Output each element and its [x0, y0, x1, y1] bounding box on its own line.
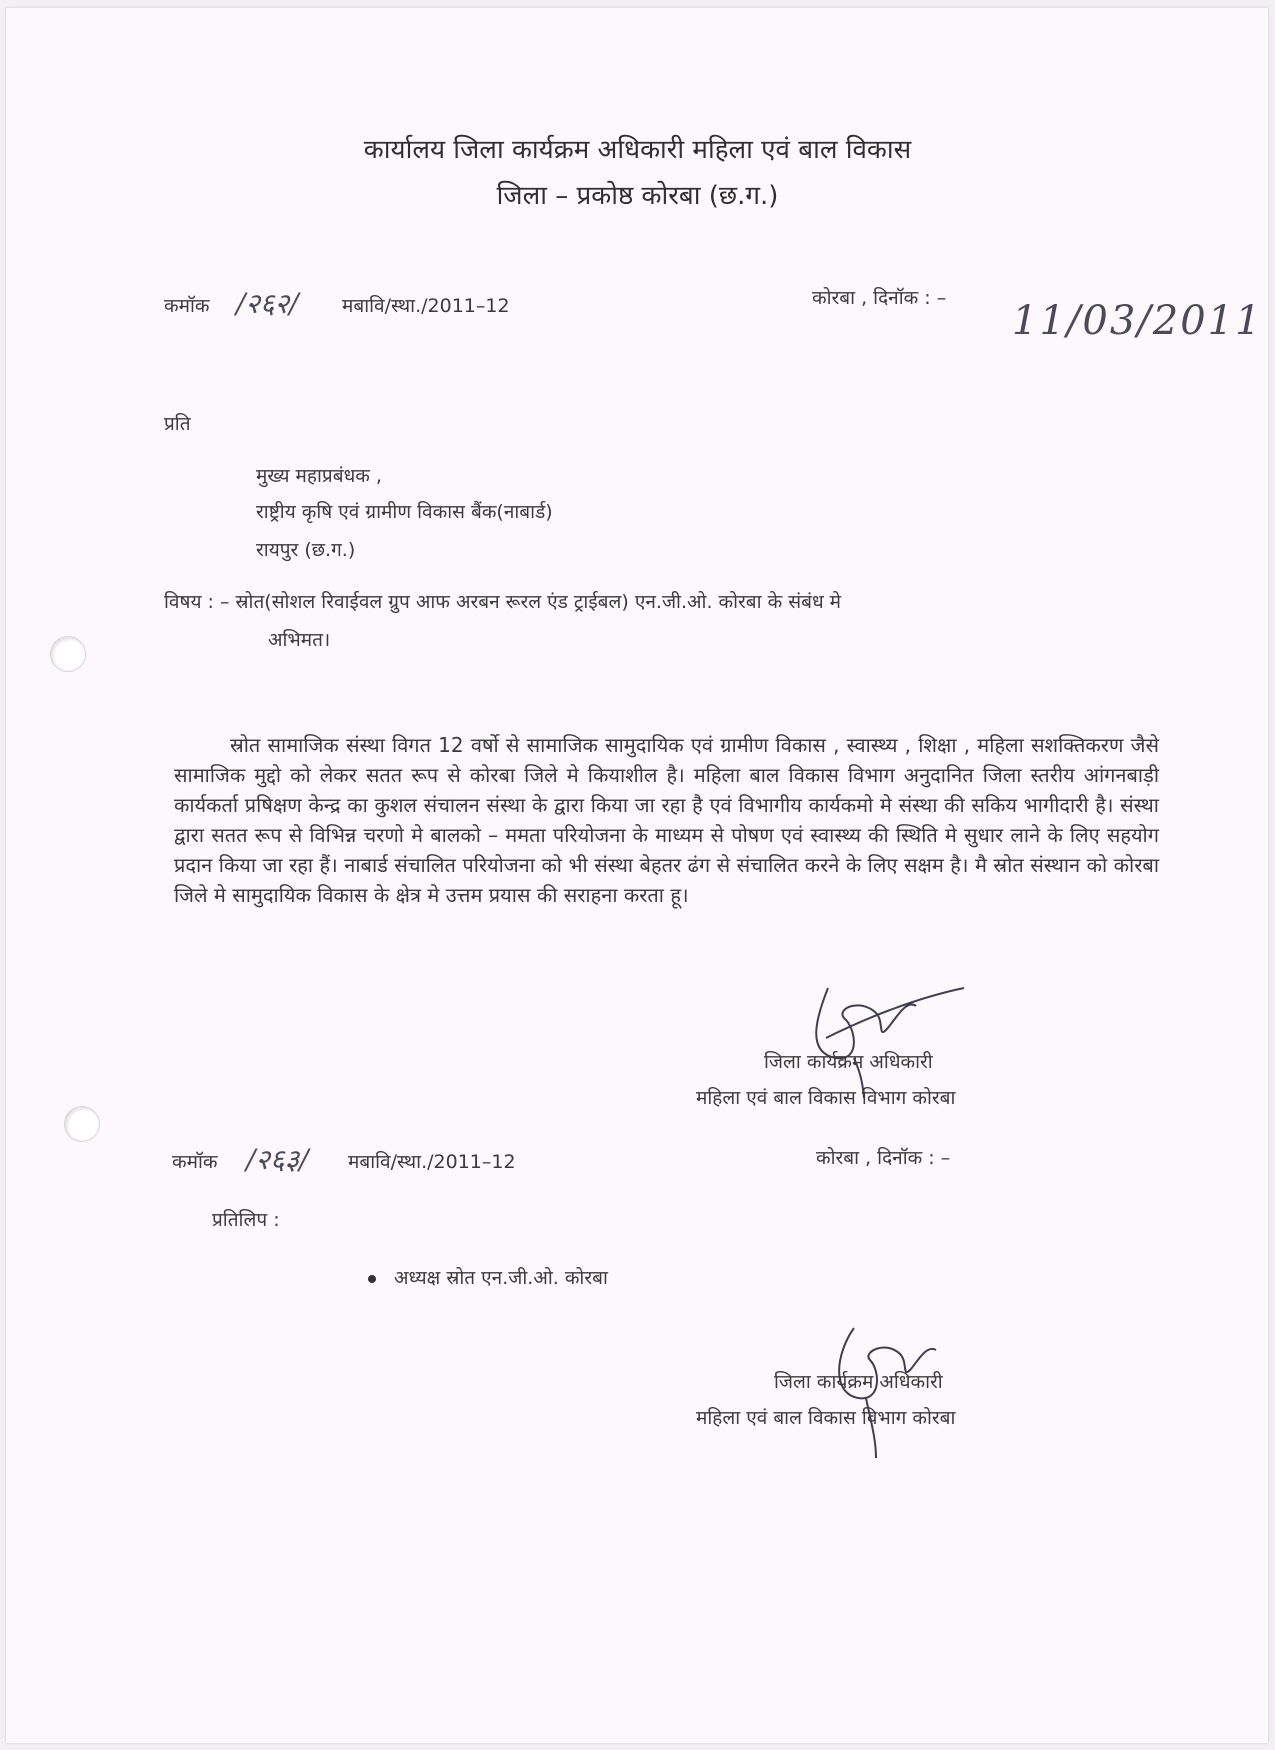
ref2-number-handwritten: /२६३/	[246, 1143, 309, 1176]
to-line2: राष्ट्रीय कृषि एवं ग्रामीण विकास बैंक(नाबार्ड)	[256, 501, 553, 523]
signature2-title-line2: महिला एवं बाल विकास विभाग कोरबा	[696, 1407, 956, 1429]
office-header-line1: कार्यालय जिला कार्यक्रम अधिकारी महिला एवं बाल विकास	[363, 135, 912, 165]
letter-page	[6, 8, 1268, 1743]
to-prati: प्रति	[164, 413, 191, 435]
body-paragraph: स्रोत सामाजिक संस्था विगत 12 वर्षो से सामाजिक सामुदायिक एवं ग्रामीण विकास , स्वास्थ्य , शिक्षा , महिला सशक्तिकरण जैसे सामाजिक मुद्दो को लेकर सतत रूप से कोरबा जिले मे कियाशील है। महिला बाल विकास विभाग अनुदानित जिला स्तरीय आंगनबाड़ी कार्यकर्ता प्रषिक्षण केन्द्र का कुशल संचालन संस्था के द्वारा किया जा रहा है एवं विभागीय कार्यकमो मे संस्था की सकिय भागीदारी है। संस्था द्वारा सतत रूप से विभिन्न चरणो मे बालको – ममता परियोजना के माध्यम से पोषण एवं स्वास्थ्य की स्थिति मे सुधार लाने के लिए सहयोग प्रदान किया जा रहा हैं। नाबार्ड संचालित परियोजना को भी संस्था बेहतर ढंग से संचालित करने के लिए सक्षम है। मै स्रोत संस्थान को कोरबा जिले मे सामुदायिक विकास के क्षेत्र मे उत्तम प्रयास की सराहना करता हू।	[174, 733, 1159, 907]
bullet-icon	[368, 1275, 376, 1283]
punch-hole-top	[50, 636, 86, 672]
signature1-title-line1: जिला कार्यक्रम अधिकारी	[764, 1051, 933, 1073]
date1-label: कोरबा , दिनॉक : –	[812, 287, 947, 309]
subject-line2: अभिमत।	[268, 629, 331, 651]
to-line3: रायपुर (छ.ग.)	[256, 539, 356, 561]
subject-line1: विषय : – स्रोत(सोशल रिवाईवल ग्रुप आफ अरबन रूरल एंड ट्राईबल) एन.जी.ओ. कोरबा के संबंध मे	[164, 591, 842, 613]
date2-label: कोरबा , दिनॉक : –	[816, 1147, 951, 1169]
punch-hole-bottom	[64, 1106, 100, 1142]
to-line1: मुख्य महाप्रबंधक ,	[256, 465, 382, 487]
ref1-label: कमॉक	[164, 295, 210, 317]
ref1-suffix: मबावि/स्था./2011–12	[342, 295, 510, 317]
ref1-number-handwritten: /२६२/	[236, 287, 299, 320]
date1-handwritten: 11/03/2011	[1012, 298, 1263, 344]
ref2-label: कमॉक	[172, 1151, 218, 1173]
copy-label: प्रतिलिप :	[212, 1209, 280, 1231]
ref2-suffix: मबावि/स्था./2011–12	[348, 1151, 516, 1173]
signature2-title-line1: जिला कार्यक्रम अधिकारी	[774, 1371, 943, 1393]
signature1-title-line2: महिला एवं बाल विकास विभाग कोरबा	[696, 1087, 956, 1109]
office-header-line2: जिला – प्रकोष्ठ कोरबा (छ.ग.)	[496, 181, 779, 211]
copy-item-1	[368, 1264, 608, 1290]
copy-item-1-text: अध्यक्ष स्रोत एन.जी.ओ. कोरबा	[394, 1267, 608, 1289]
signature-1-handwritten	[766, 958, 966, 1098]
